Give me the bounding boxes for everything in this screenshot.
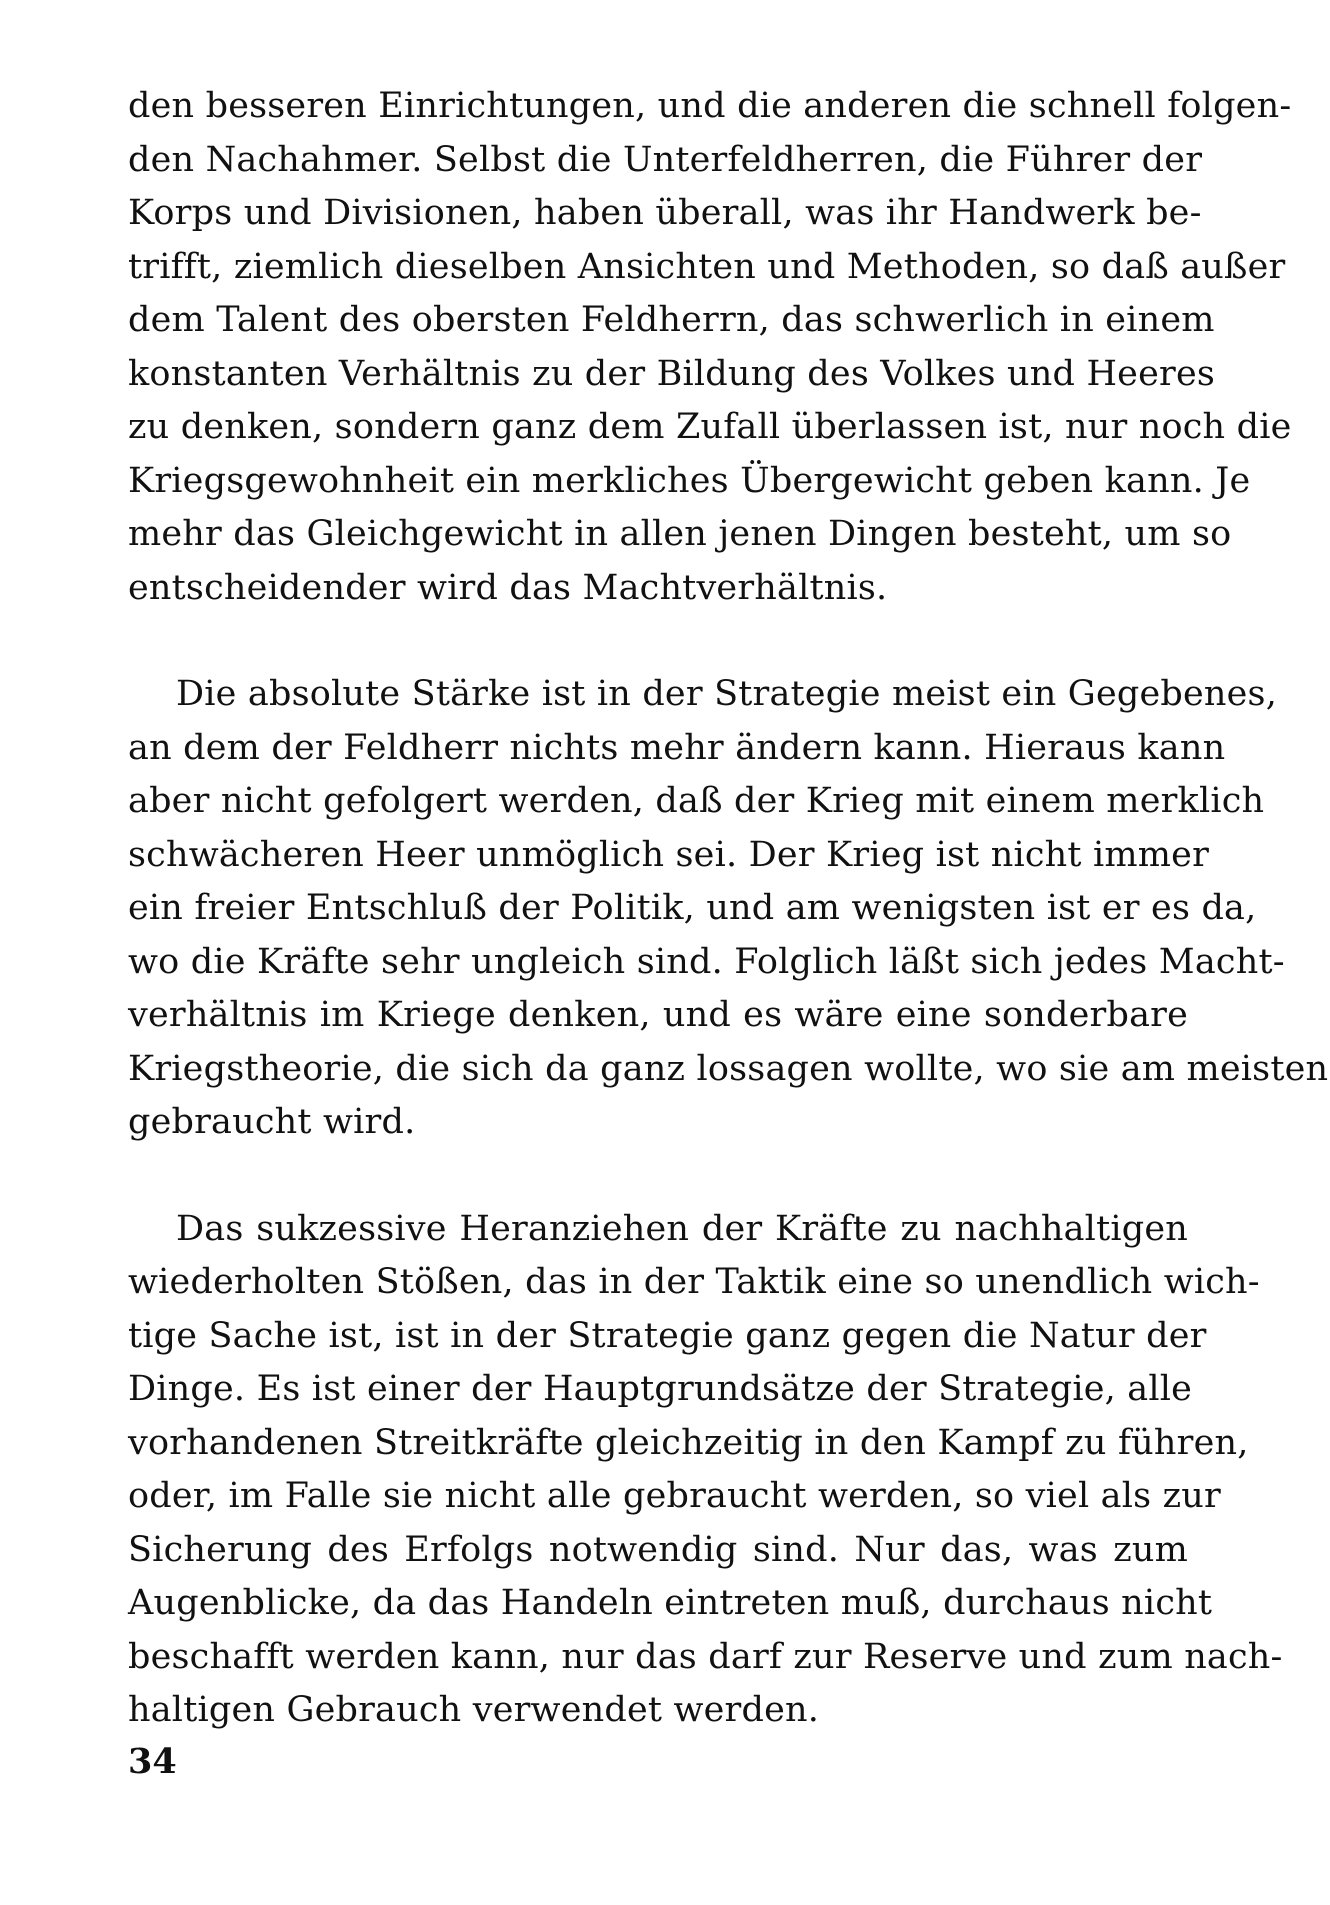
text-line: aber nicht gefolgert werden, daß der Krieg mit einem merklich (128, 781, 1265, 821)
text-line: Kriegstheorie, die sich da ganz lossagen wollte, wo sie am meisten (128, 1048, 1329, 1089)
text-line: Kriegsgewohnheit ein merkliches Übergewicht geben kann. Je (128, 460, 1251, 501)
text-line: vorhandenen Streitkräfte gleichzeitig in den Kampf zu führen, (128, 1422, 1249, 1463)
text-line: den besseren Einrichtungen, und die anderen die schnell folgen- (128, 86, 1292, 126)
text-line: Sicherung des Erfolgs notwendig sind. Nur das, was zum (128, 1529, 1188, 1570)
text-line: dem Talent des obersten Feldherrn, das schwerlich in einem (128, 300, 1215, 340)
text-line: Die absolute Stärke ist in der Strategie meist ein Gegebenes, (176, 674, 1278, 714)
page-number: 34 (128, 1741, 177, 1782)
text-line: ein freier Entschluß der Politik, und am wenigsten ist er es da, (128, 888, 1257, 928)
text-line: verhältnis im Kriege denken, und es wäre eine sonderbare (128, 995, 1188, 1035)
text-line: trifft, ziemlich dieselben Ansichten und Methoden, so daß außer (128, 246, 1286, 287)
text-line: konstanten Verhältnis zu der Bildung des Volkes und Heeres (128, 353, 1216, 394)
text-line: haltigen Gebrauch verwendet werden. (128, 1690, 820, 1730)
text-line: Korps und Divisionen, haben überall, was ihr Handwerk be- (128, 193, 1202, 233)
text-line: Das sukzessive Heranziehen der Kräfte zu nachhaltigen (176, 1208, 1188, 1249)
text-line: Augenblicke, da das Handeln eintreten muß, durchaus nicht (128, 1583, 1213, 1623)
text-line: gebraucht wird. (128, 1102, 416, 1142)
text-line: mehr das Gleichgewicht in allen jenen Dingen besteht, um so (128, 514, 1232, 554)
paragraph-2 (128, 668, 1329, 1150)
text-line: Dinge. Es ist einer der Hauptgrundsätze der Strategie, alle (128, 1369, 1193, 1409)
text-line: entscheidender wird das Machtverhältnis. (128, 567, 888, 608)
text-line: beschafft werden kann, nur das darf zur Reserve und zum nach- (128, 1636, 1283, 1677)
text-line: tige Sache ist, ist in der Strategie ganz gegen die Natur der (128, 1315, 1207, 1356)
paragraph-gap (128, 1150, 1188, 1203)
text-line: schwächeren Heer unmöglich sei. Der Krieg ist nicht immer (128, 834, 1210, 875)
text-line: wo die Kräfte sehr ungleich sind. Folglich läßt sich jedes Macht- (128, 941, 1285, 982)
paragraph-gap (128, 615, 1188, 668)
text-line: an dem der Feldherr nichts mehr ändern kann. Hieraus kann (128, 727, 1226, 768)
text-line: zu denken, sondern ganz dem Zufall überlassen ist, nur noch die (128, 407, 1292, 447)
text-line: den Nachahmer. Selbst die Unterfeldherren, die Führer der (128, 139, 1203, 180)
text-line: wiederholten Stößen, das in der Taktik eine so unendlich wich- (128, 1262, 1260, 1302)
paragraph-3 (128, 1203, 1283, 1738)
text-line: oder, im Falle sie nicht alle gebraucht werden, so viel als zur (128, 1476, 1221, 1516)
paragraph-1 (128, 80, 1292, 615)
body-text (128, 80, 1329, 1738)
